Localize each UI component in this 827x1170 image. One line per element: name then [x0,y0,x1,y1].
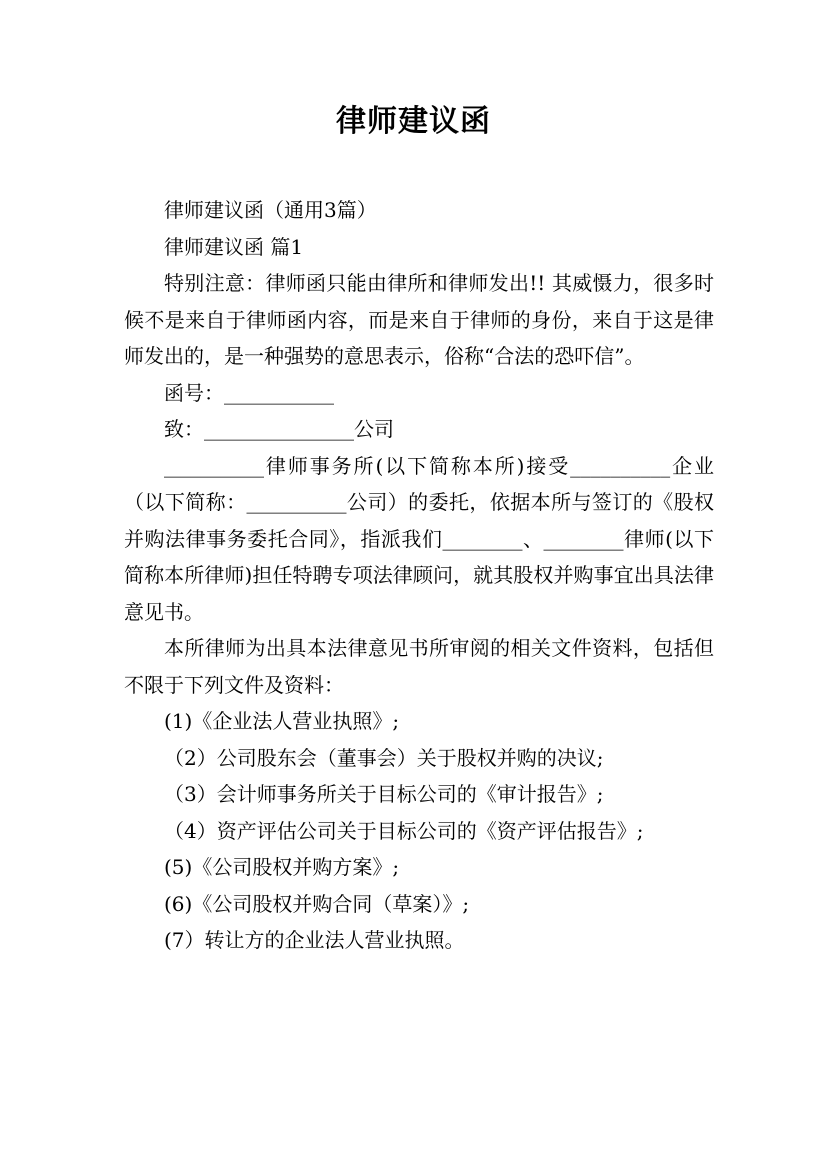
paragraph-engagement: __________律师事务所(以下简称本所)接受__________企业（以下简称：__________公司）的委托，依据本所与签订的《股权并购法律事务委托合同》，指派我们________、________律师(以下简称本所律师)担任特聘专项法律顾问，就其股权并购事宜出具法律意见书。 [124,453,714,624]
list-item: （2）公司股东会（董事会）关于股权并购的决议; [164,745,604,770]
list-item: （4）资产评估公司关于目标公司的《资产评估报告》; [164,818,644,843]
paragraph-documents-intro: 本所律师为出具本法律意见书所审阅的相关文件资料，包括但不限于下列文件及资料： [124,636,714,697]
list-item: (5)《公司股权并购方案》; [164,855,400,879]
paragraph-recipient: 致：_______________公司 [164,417,394,441]
paragraph-letter-number: 函号：___________ [164,380,334,405]
paragraph-heading-collection: 律师建议函（通用3篇） [164,198,377,222]
list-item: (6)《公司股权并购合同（草案）》; [164,891,470,916]
list-item: （3）会计师事务所关于目标公司的《审计报告》; [164,782,604,806]
list-item: (7）转让方的企业法人营业执照。 [164,928,465,952]
paragraph-heading-part1: 律师建议函 篇1 [164,234,304,259]
paragraph-special-note: 特别注意：律师函只能由律所和律师发出!! 其威慑力，很多时候不是来自于律师函内容，而是来自于律师的身份，来自于这是律师发出的，是一种强势的意思表示，俗称“合法的恐吓信”。 [124,271,714,368]
list-item: (1)《企业法人营业执照》; [164,709,400,733]
document-body [124,192,714,959]
document-title: 律师建议函 [336,104,491,139]
